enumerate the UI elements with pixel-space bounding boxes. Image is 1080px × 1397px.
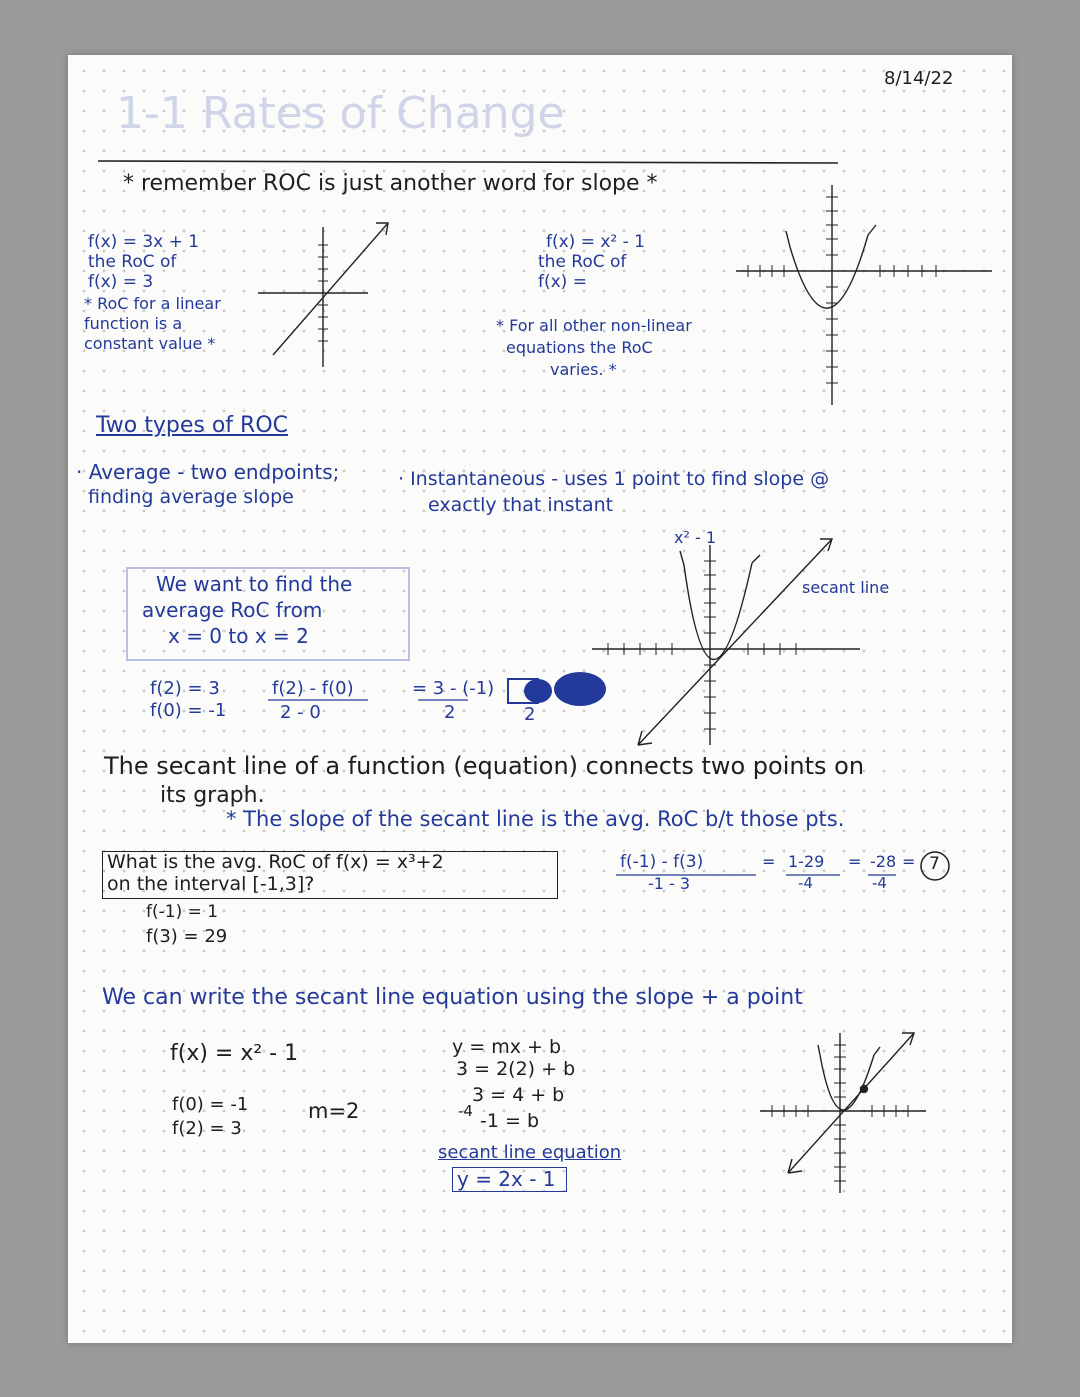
calc2-frac3-den: -4	[872, 874, 887, 892]
secant-label: secant line	[802, 578, 890, 597]
average-line-1: · Average - two endpoints;	[76, 460, 340, 484]
question-fm1: f(-1) = 1	[146, 902, 219, 922]
average-line-2: finding average slope	[88, 486, 294, 508]
example-step-2: 3 = 2(2) + b	[456, 1058, 576, 1080]
types-heading: Two types of ROC	[96, 413, 289, 438]
secant-eq-intro: We can write the secant line equation using the slope + a point	[102, 985, 803, 1010]
linear-note-3: constant value *	[84, 334, 216, 353]
box1-line-3: x = 0 to x = 2	[168, 624, 309, 648]
secant-def-line-3: * The slope of the secant line is the avg. RoC b/t those pts.	[226, 807, 845, 831]
calc2-den: -1 - 3	[648, 874, 691, 893]
calc2-eq1: =	[762, 852, 776, 871]
nonlinear-note-3: varies. *	[550, 360, 617, 379]
calc2-eq3: =	[902, 852, 916, 871]
graph2-label: x² - 1	[674, 528, 717, 547]
instantaneous-line-1: · Instantaneous - uses 1 point to find slope @	[398, 468, 830, 490]
page-title: 1-1 Rates of Change	[116, 88, 565, 139]
nonlinear-note-1: * For all other non-linear	[496, 316, 692, 335]
nonlinear-note-2: equations the RoC	[506, 338, 653, 357]
nonlinear-roc-value: f(x) =	[538, 272, 587, 292]
question-line-2: on the interval [-1,3]?	[107, 873, 315, 895]
calc2-answer: 7	[929, 854, 940, 874]
calc1-eq: = 3 - (-1)	[412, 678, 495, 699]
calc2-num: f(-1) - f(3)	[620, 852, 704, 872]
linear-fn: f(x) = 3x + 1	[88, 232, 200, 252]
nonlinear-fn: f(x) = x² - 1	[546, 232, 645, 252]
linear-roc-line: the RoC of	[88, 252, 177, 272]
calc1-result: 2	[524, 704, 536, 725]
calc2-frac2-den: -4	[798, 874, 813, 892]
notebook-page	[68, 55, 1012, 1343]
calc2-frac3-num: -28	[870, 852, 897, 871]
question-f3: f(3) = 29	[146, 926, 228, 947]
calc1-den: 2 - 0	[280, 702, 321, 723]
box1-line-1: We want to find the	[156, 572, 353, 596]
linear-roc-value: f(x) = 3	[88, 272, 154, 292]
calc2-frac2-num: 1-29	[788, 852, 825, 871]
example-step-3b: -4	[458, 1102, 473, 1120]
example-f2: f(2) = 3	[172, 1118, 242, 1139]
reminder-text: * remember ROC is just another word for slope *	[123, 171, 658, 196]
calc1-f2: f(2) = 3	[150, 678, 220, 699]
example-m: m=2	[308, 1099, 360, 1123]
calc2-eq2: =	[848, 852, 862, 871]
secant-def-line-1: The secant line of a function (equation) connects two points on	[104, 752, 865, 780]
example-fn: f(x) = x² - 1	[170, 1041, 299, 1066]
example-step-1: y = mx + b	[452, 1036, 562, 1058]
linear-note-2: function is a	[84, 314, 183, 333]
page-date: 8/14/22	[884, 68, 954, 89]
nonlinear-roc-line: the RoC of	[538, 252, 627, 272]
example-graph	[68, 55, 1012, 1343]
example-step-3: 3 = 4 + b	[472, 1084, 565, 1106]
calc1-f0: f(0) = -1	[150, 700, 227, 721]
example-final-equation: y = 2x - 1	[452, 1167, 567, 1192]
linear-note-1: * RoC for a linear	[84, 294, 221, 313]
example-step-4: -1 = b	[480, 1110, 540, 1132]
instantaneous-line-2: exactly that instant	[428, 494, 614, 516]
example-f0: f(0) = -1	[172, 1094, 249, 1115]
example-label: secant line equation	[438, 1142, 622, 1163]
secant-def-line-2: its graph.	[160, 783, 265, 808]
calc1-eq-den: 2	[444, 702, 456, 723]
question-line-1: What is the avg. RoC of f(x) = x³+2	[107, 851, 444, 873]
calc1-num: f(2) - f(0)	[272, 678, 354, 699]
box1-line-2: average RoC from	[142, 598, 323, 622]
